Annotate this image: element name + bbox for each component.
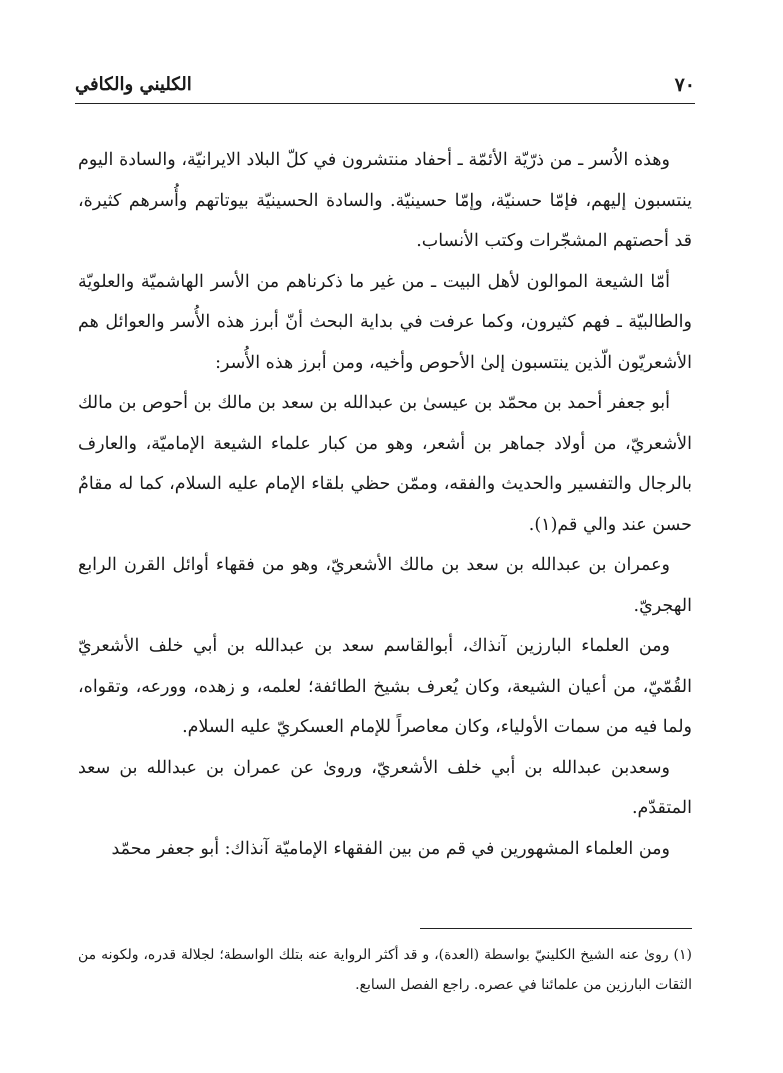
footnotes [78, 940, 692, 1000]
paragraph: وهذه الاُسر ـ من ذرّيّة الأئمّة ـ أحفاد منتشرون في كلّ البلاد الايرانيّة، والسادة اليوم ينتسبون إليهم، فإمّا حسنيّة، وإمّا حسينيّة. والسادة الحسينيّة بيوتاتهم وأُسرهم كثيرة، قد أحصتهم المشجّرات وكتب الأنساب. [78, 150, 692, 251]
paragraph: وسعدبن عبدالله بن أبي خلف الأشعريّ، وروىٰ عن عمران بن عبدالله بن سعد المتقدّم. [78, 757, 692, 818]
footnote-divider [420, 928, 692, 929]
header-divider [75, 103, 695, 104]
paragraph: أمّا الشيعة الموالون لأهل البيت ـ من غير ما ذكرناهم من الأسر الهاشميّة والعلويّة والطالبيّة ـ فهم كثيرون، وكما عرفت في بداية البحث أنّ أبرز هذه الأُسر والعوائل هم الأشعريّون الّذين ينتسبون إلىٰ الأحوص وأخيه، ومن أبرز هذه الأُسر: [78, 271, 692, 373]
running-title: الكليني والكافي [75, 74, 192, 95]
paragraph: ومن العلماء البارزين آنذاك، أبوالقاسم سعد بن عبدالله بن أبي خلف الأشعريّ القُمّيّ، من أعيان الشيعة، وكان يُعرف بشيخ الطائفة؛ لعلمه، و زهده، وورعه، وتقواه، ولما فيه من سمات الأولياء، وكان معاصراً للإمام العسكريّ عليه السلام. [78, 636, 692, 737]
footnote: (١) روىٰ عنه الشيخ الكلينيّ بواسطة (العدة)، و قد أكثر الرواية عنه بتلك الواسطة؛ لجلالة قدره، ولكونه من الثقات البارزين من علمائنا في عصره. راجع الفصل السابع. [78, 947, 692, 993]
paragraph: أبو جعفر أحمد بن محمّد بن عيسىٰ بن عبدالله بن سعد بن مالك بن أحوص بن مالك الأشعريّ، من أولاد جماهر بن أشعر، وهو من كبار علماء الشيعة الإماميّة، والعارف بالرجال والتفسير والحديث والفقه، وممّن حظي بلقاء الإمام عليه السلام، كما له مقامٌ حسن عند والي قم(١). [78, 393, 692, 535]
paragraph: وعمران بن عبدالله بن سعد بن مالك الأشعريّ، وهو من فقهاء أوائل القرن الرابع الهجريّ. [78, 555, 692, 616]
paragraph: ومن العلماء المشهورين في قم من بين الفقهاء الإماميّة آنذاك: أبو جعفر محمّد [111, 838, 670, 859]
page-number: ٧٠ [674, 74, 695, 96]
main-text [78, 140, 692, 869]
page-header [75, 68, 695, 102]
